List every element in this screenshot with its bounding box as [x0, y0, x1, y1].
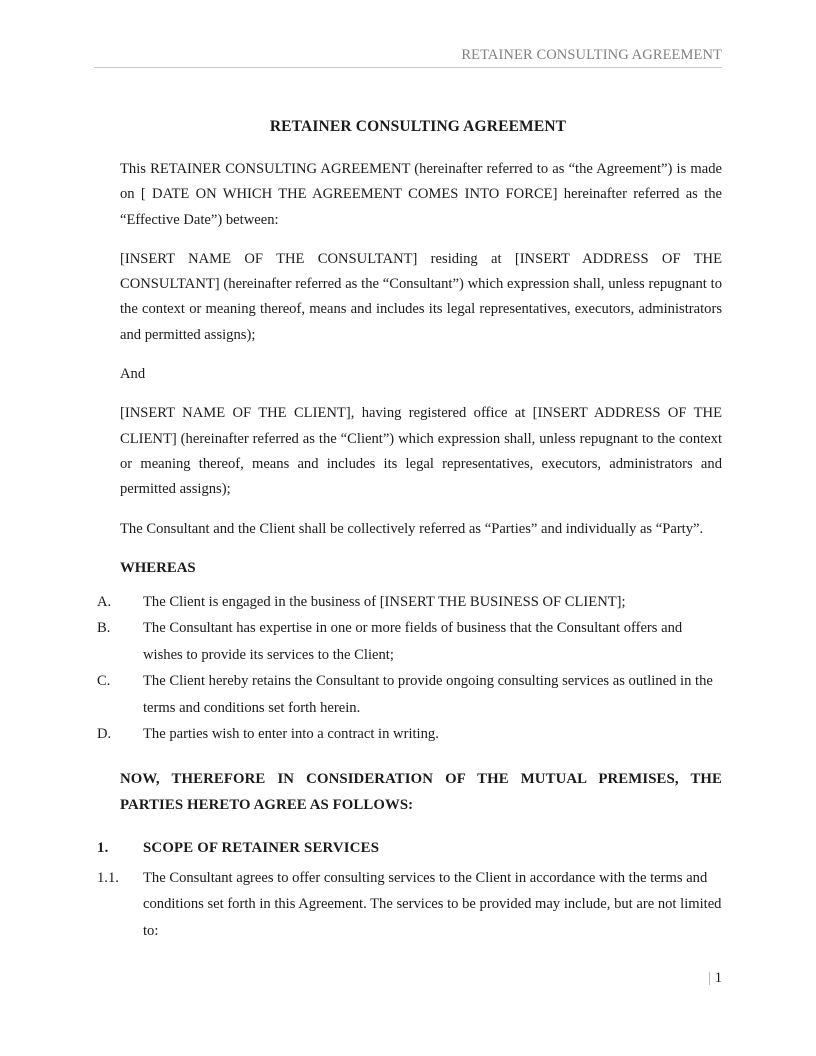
paragraph-and-connector: And	[120, 366, 146, 383]
clause-1-1	[94, 865, 722, 945]
recital-marker: D.	[97, 726, 112, 743]
list-item	[94, 668, 722, 721]
recital-marker: B.	[97, 620, 111, 637]
footer-page-number: 1	[714, 970, 722, 986]
paragraph-recital-intro: This RETAINER CONSULTING AGREEMENT (hereinafter referred to as “the Agreement”) is made on [ DATE ON WHICH THE AGREEMENT COMES INTO FORCE] hereinafter referred as the “Effective Date”) between:	[120, 161, 722, 228]
list-item	[94, 589, 722, 616]
recital-text: The Client is engaged in the business of [INSERT THE BUSINESS OF CLIENT];	[143, 593, 626, 610]
recital-marker: C.	[97, 673, 111, 690]
whereas-heading: WHEREAS	[120, 559, 196, 576]
section-title: SCOPE OF RETAINER SERVICES	[143, 839, 380, 856]
recital-marker: A.	[97, 593, 112, 610]
document-body	[94, 118, 722, 944]
operative-clause: NOW, THEREFORE IN CONSIDERATION OF THE MUTUAL PREMISES, THE PARTIES HERETO AGREE AS FOLLOWS:	[120, 770, 722, 814]
recital-text: The parties wish to enter into a contract in writing.	[143, 726, 439, 743]
list-item	[94, 615, 722, 668]
header-title: RETAINER CONSULTING AGREEMENT	[461, 47, 722, 63]
clause-text: The Consultant agrees to offer consulting services to the Client in accordance with the terms and conditions set forth in this Agreement. The services to be provided may include, but are not limited to:	[143, 869, 722, 939]
page-title: RETAINER CONSULTING AGREEMENT	[269, 118, 567, 135]
footer-separator: |	[707, 970, 711, 986]
recital-text: The Consultant has expertise in one or more fields of business that the Consultant offers and wishes to provide its services to the Client;	[143, 620, 683, 663]
section-heading-scope	[94, 835, 722, 861]
list-item	[94, 721, 722, 748]
page-footer	[94, 970, 722, 987]
recitals-list	[94, 589, 722, 748]
page-header	[94, 46, 722, 68]
section-number: 1.	[97, 839, 109, 856]
clause-number: 1.1.	[97, 869, 119, 886]
recital-text: The Client hereby retains the Consultant to provide ongoing consulting services as outlined in the terms and conditions set forth herein.	[143, 673, 713, 716]
paragraph-client-party: [INSERT NAME OF THE CLIENT], having registered office at [INSERT ADDRESS OF THE CLIENT] (hereinafter referred as the “Client”) which expression shall, unless repugnant to the context or meaning thereof, means and includes its legal representatives, executors, administrators and permitted assigns);	[120, 405, 722, 498]
paragraph-parties-definition: The Consultant and the Client shall be collectively referred as “Parties” and individually as “Party”.	[120, 520, 704, 537]
paragraph-consultant-party: [INSERT NAME OF THE CONSULTANT] residing at [INSERT ADDRESS OF THE CONSULTANT] (hereinafter referred as the “Consultant”) which expression shall, unless repugnant to the context or meaning thereof, means and includes its legal representatives, executors, administrators and permitted assigns);	[120, 250, 722, 343]
header-divider	[94, 67, 722, 68]
